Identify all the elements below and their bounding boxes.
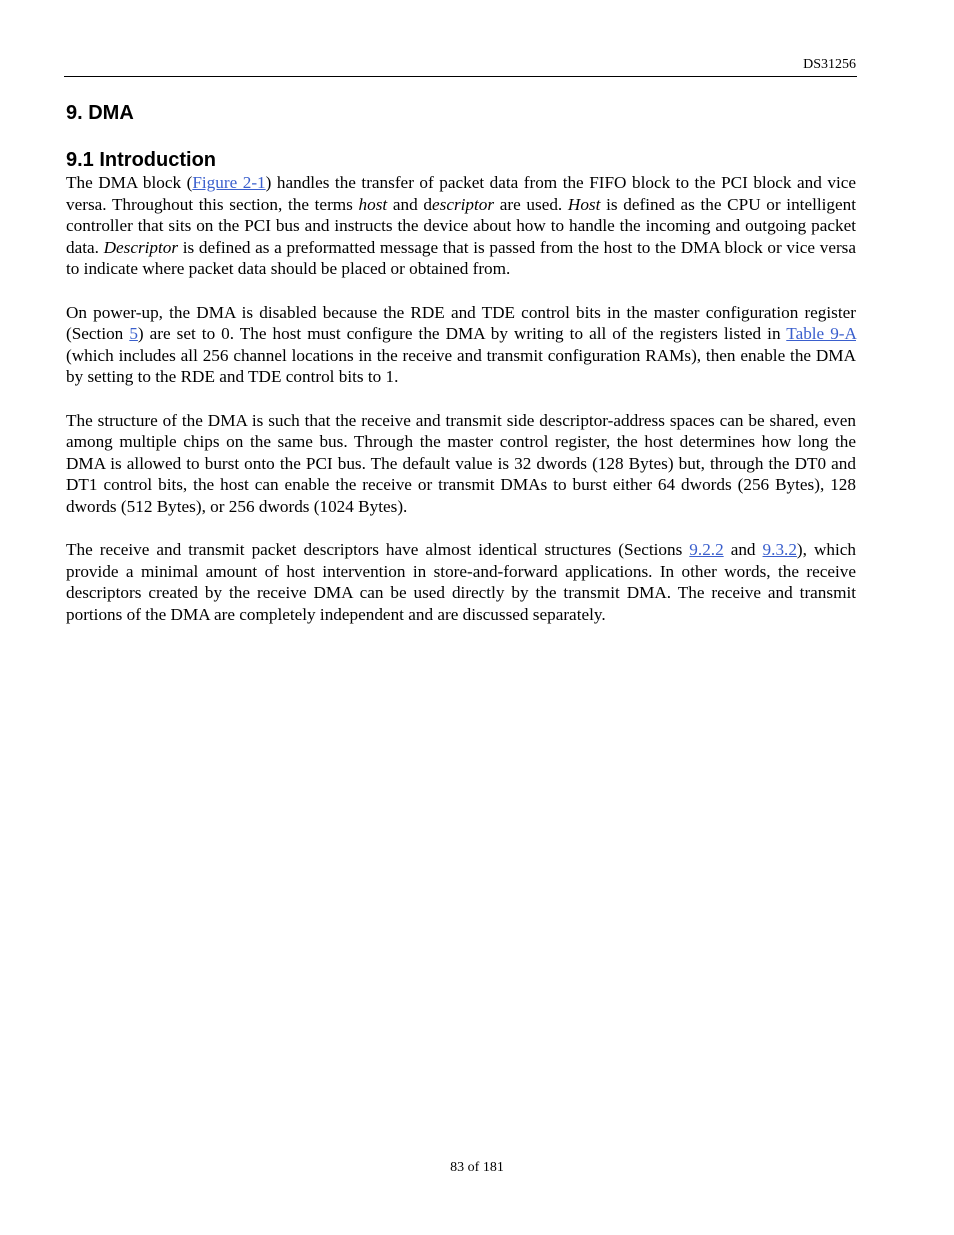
body-text [66, 172, 856, 647]
term-descriptor: escriptor [432, 194, 495, 214]
header-divider [64, 76, 857, 77]
text-run: and [723, 540, 763, 560]
text-run: The DMA block ( [66, 173, 193, 192]
text-run: is defined as the CPU or intelligent controller that sits on the PCI bus and instructs the device about how to handle the incoming and outgoing packet data. [66, 194, 856, 257]
figure-2-1-link[interactable]: Figure 2-1 [192, 173, 266, 192]
paragraph-4 [66, 539, 856, 625]
section-9-2-2-link[interactable]: 9.2.2 [689, 540, 724, 560]
text-run: The structure of the DMA is such that the receive and transmit side descriptor-address spaces can be shared, even among multiple chips on the same bus. Through the master control register, the host determines how long the DMA is allowed to burst onto the PCI bus. The default value is 32 dwords (128 Bytes) but, through the DT0 and DT1 control bits, the host can enable the receive or transmit DMAs to burst either 64 dwords (256 Bytes), 128 dwords (512 Bytes), or 256 dwords (1024 Bytes). [66, 410, 856, 516]
term-host-definition: Host [567, 194, 601, 214]
text-run: (which includes all 256 channel locations in the receive and transmit configuration RAMs), then enable the DMA by setting to the RDE and TDE control bits to 1. [66, 345, 856, 387]
text-run: and d [387, 194, 432, 214]
paragraph-1 [66, 172, 856, 280]
table-9a-link[interactable]: Table 9-A [786, 324, 856, 344]
paragraph-3 [66, 410, 856, 518]
text-run: is defined as a preformatted message that is passed from the host to the DMA block or vice versa to indicate where packet data should be placed or obtained from. [66, 237, 856, 279]
text-run: The receive and transmit packet descriptors have almost identical structures (Sections [66, 540, 690, 560]
text-run: On power-up, the DMA is disabled because the RDE and TDE control bits in the master configuration register (Section [66, 302, 856, 344]
page-number: 83 of 181 [450, 1160, 504, 1175]
section-heading: 9. DMA [66, 102, 134, 124]
section-5-link[interactable]: 5 [129, 324, 138, 344]
paragraph-2 [66, 302, 856, 388]
text-run: ), which provide a minimal amount of host intervention in store-and-forward applications. In other words, the receive descriptors created by the receive DMA can be used directly by the transmit DMA. The receive and transmit portions of the DMA are completely independent and are discussed separately. [66, 540, 856, 624]
document-id: DS31256 [803, 57, 856, 72]
text-run: ) handles the transfer of packet data from the FIFO block to the PCI block and vice versa. Throughout this section, the terms [66, 173, 856, 214]
text-run: are used. [494, 194, 568, 214]
term-host: host [358, 194, 388, 214]
section-9-3-2-link[interactable]: 9.3.2 [762, 540, 797, 560]
term-descriptor-definition: Descriptor [103, 237, 179, 257]
subsection-heading: 9.1 Introduction [66, 149, 216, 171]
text-run: ) are set to 0. The host must configure the DMA by writing to all of the registers listed in [137, 324, 787, 344]
